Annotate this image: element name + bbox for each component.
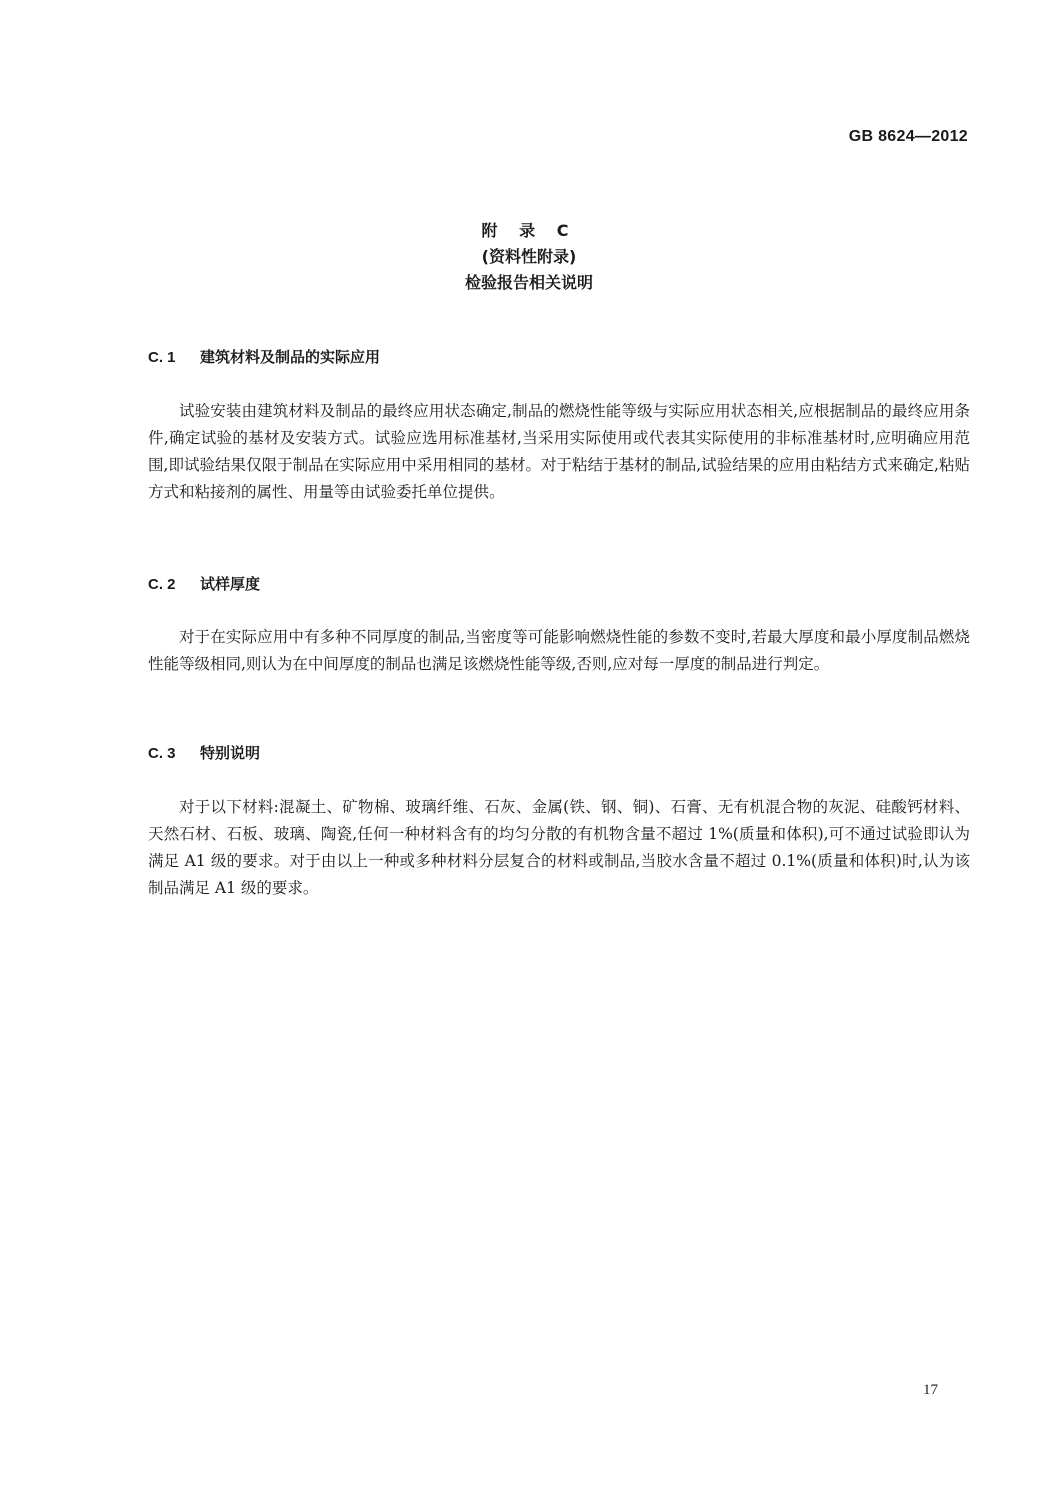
section-number: C. 2 [148, 576, 176, 593]
page-number: 17 [923, 1382, 938, 1398]
section-number: C. 1 [148, 349, 176, 366]
annex-subtitle: (资料性附录) [481, 247, 577, 266]
section-heading-c2 [148, 573, 260, 594]
section-title: 试样厚度 [200, 575, 261, 593]
section-paragraph-c3: 对于以下材料:混凝土、矿物棉、玻璃纤维、石灰、金属(铁、钢、铜)、石膏、无有机混合物的灰泥、硅酸钙材料、天然石材、石板、玻璃、陶瓷,任何一种材料含有的均匀分散的有机物含量不超过 1%(质量和体积),可不通过试验即认为满足 A1 级的要求。对于由以上一种或多种材料分层复合的材料或制品,当胶水含量不超过 0.1%(质量和体积)时,认为该制品满足 A1 级的要求。 [148, 798, 970, 897]
standard-number: GB 8624—2012 [848, 128, 968, 145]
section-heading-c1 [148, 346, 380, 367]
section-title: 建筑材料及制品的实际应用 [200, 348, 381, 366]
section-number: C. 3 [148, 745, 176, 762]
annex-title: 附 录 C [481, 221, 577, 240]
section-heading-c3 [148, 742, 260, 763]
section-paragraph-c1: 试验安装由建筑材料及制品的最终应用状态确定,制品的燃烧性能等级与实际应用状态相关,应根据制品的最终应用条件,确定试验的基材及安装方式。试验应选用标准基材,当采用实际使用或代表其实际使用的非标准基材时,应明确应用范围,即试验结果仅限于制品在实际应用中采用相同的基材。对于粘结于基材的制品,试验结果的应用由粘结方式来确定,粘贴方式和粘接剂的属性、用量等由试验委托单位提供。 [148, 402, 970, 501]
annex-header [0, 218, 1058, 296]
section-paragraph-c2: 对于在实际应用中有多种不同厚度的制品,当密度等可能影响燃烧性能的参数不变时,若最大厚度和最小厚度制品燃烧性能等级相同,则认为在中间厚度的制品也满足该燃烧性能等级,否则,应对每一厚度的制品进行判定。 [148, 628, 970, 673]
annex-heading: 检验报告相关说明 [464, 273, 593, 292]
section-title: 特别说明 [200, 744, 261, 762]
